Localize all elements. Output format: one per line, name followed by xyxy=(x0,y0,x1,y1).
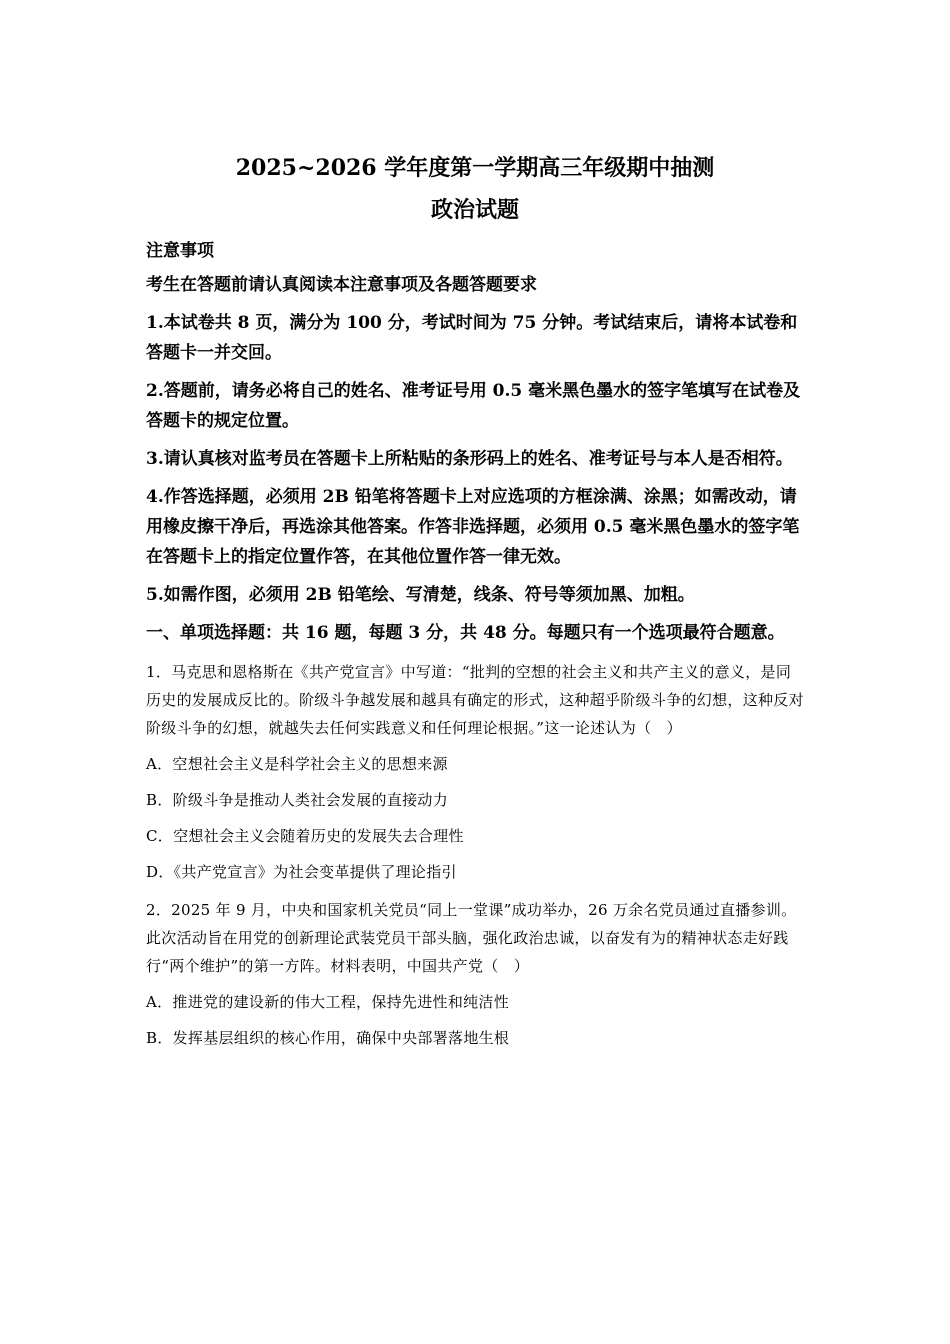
option-b: B．阶级斗争是推动人类社会发展的直接动力 xyxy=(146,791,449,809)
rule-5: 5.如需作图，必须用 2B 铅笔绘、写清楚，线条、符号等须加黑、加粗。 xyxy=(146,585,695,605)
exam-title: 2025~2026 学年度第一学期高三年级期中抽测 xyxy=(235,155,715,181)
option-a: A．推进党的建设新的伟大工程，保持先进性和纯洁性 xyxy=(146,993,510,1011)
question-stem: 2．2025 年 9 月，中央和国家机关党员“同上一堂课”成功举办，26 万余名党员通过直播参训。此次活动旨在用党的创新理论武装党员干部头脑，强化政治忠诚，以奋发有为的精神状态走好践行“两个维护”的第一方阵。材料表明，中国共产党（ ） xyxy=(146,901,797,975)
notes-intro: 考生在答题前请认真阅读本注意事项及各题答题要求 xyxy=(146,275,537,295)
exam-subject-title: 政治试题 xyxy=(430,197,519,223)
section-heading: 一、单项选择题：共 16 题，每题 3 分，共 48 分。每题只有一个选项最符合题意。 xyxy=(146,623,785,643)
rule-4: 4.作答选择题，必须用 2B 铅笔将答题卡上对应选项的方框涂满、涂黑；如需改动，请用橡皮擦干净后，再选涂其他答案。作答非选择题，必须用 0.5 毫米黑色墨水的签字笔在答题卡上的指定位置作答，在其他位置作答一律无效。 xyxy=(146,487,800,567)
option-d: D．《共产党宣言》为社会变革提供了理论指引 xyxy=(146,863,457,881)
notes-heading: 注意事项 xyxy=(146,241,214,261)
question-2 xyxy=(146,896,804,1052)
option-c: C．空想社会主义会随着历史的发展失去合理性 xyxy=(146,827,464,845)
option-a: A．空想社会主义是科学社会主义的思想来源 xyxy=(146,755,448,773)
question-1 xyxy=(146,658,804,886)
rule-1: 1.本试卷共 8 页，满分为 100 分，考试时间为 75 分钟。考试结束后，请将本试卷和答题卡一并交回。 xyxy=(146,313,798,363)
rule-2: 2.答题前，请务必将自己的姓名、准考证号用 0.5 毫米黑色墨水的签字笔填写在试卷及答题卡的规定位置。 xyxy=(146,381,801,431)
rule-3: 3.请认真核对监考员在答题卡上所粘贴的条形码上的姓名、准考证号与本人是否相符。 xyxy=(146,449,793,469)
question-stem: 1．马克思和恩格斯在《共产党宣言》中写道：“批判的空想的社会主义和共产主义的意义，是同历史的发展成反比的。阶级斗争越发展和越具有确定的形式，这种超乎阶级斗争的幻想，这种反对阶级斗争的幻想，就越失去任何实践意义和任何理论根据。”这一论述认为（ ） xyxy=(146,663,804,737)
option-b: B．发挥基层组织的核心作用，确保中央部署落地生根 xyxy=(146,1029,510,1047)
